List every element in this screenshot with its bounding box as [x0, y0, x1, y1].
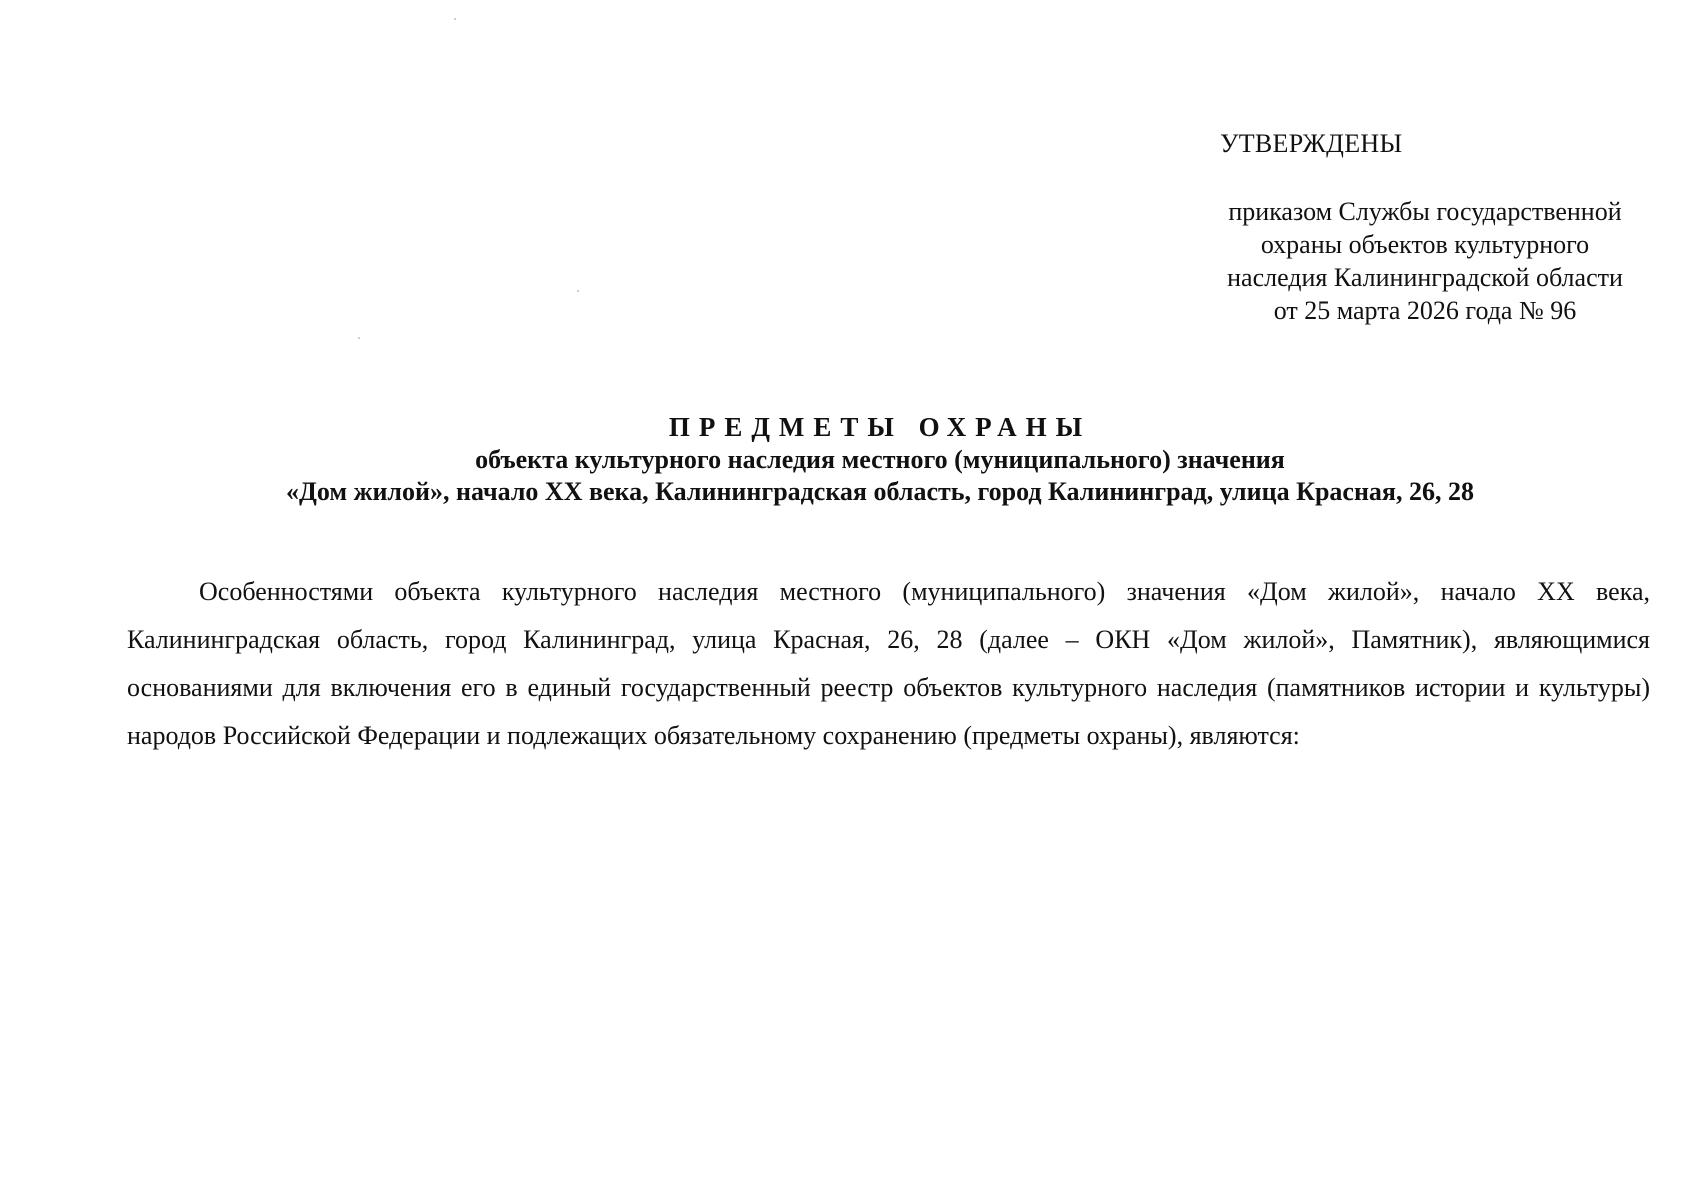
scan-speck [577, 290, 579, 292]
approval-line: приказом Службы государственной [1228, 197, 1622, 226]
body-paragraph: Особенностями объекта культурного наследия местного (муниципального) значения «Дом жилой», начало XX века, Калининградская область, город Калининград, улица Красная, 26, 28 (далее – ОКН «Дом жилой», Памятник), являющимися основаниями для включения его в единый государственный реестр объектов культурного наследия (памятников истории и культуры) народов Российской Федерации и подлежащих обязательному сохранению (предметы охраны), являются: [127, 577, 1650, 750]
scan-speck [454, 18, 456, 20]
approval-line: от 25 марта 2026 года № 96 [1273, 296, 1577, 325]
heading-title: ПРЕДМЕТЫ ОХРАНЫ [668, 412, 1092, 442]
approval-line: охраны объектов культурного [1260, 230, 1590, 259]
heading-line-1: объекта культурного наследия местного (муниципального) значения [475, 445, 1285, 474]
approval-block [1190, 195, 1660, 327]
heading-line-2: «Дом жилой», начало XX века, Калининградская область, город Калининград, улица Красная, 26, 28 [286, 477, 1474, 506]
document-heading [120, 410, 1640, 508]
scan-speck [358, 337, 360, 339]
approval-line: наследия Калининградской области [1227, 263, 1623, 292]
approval-title: УТВЕРЖДЕНЫ [1220, 129, 1403, 158]
